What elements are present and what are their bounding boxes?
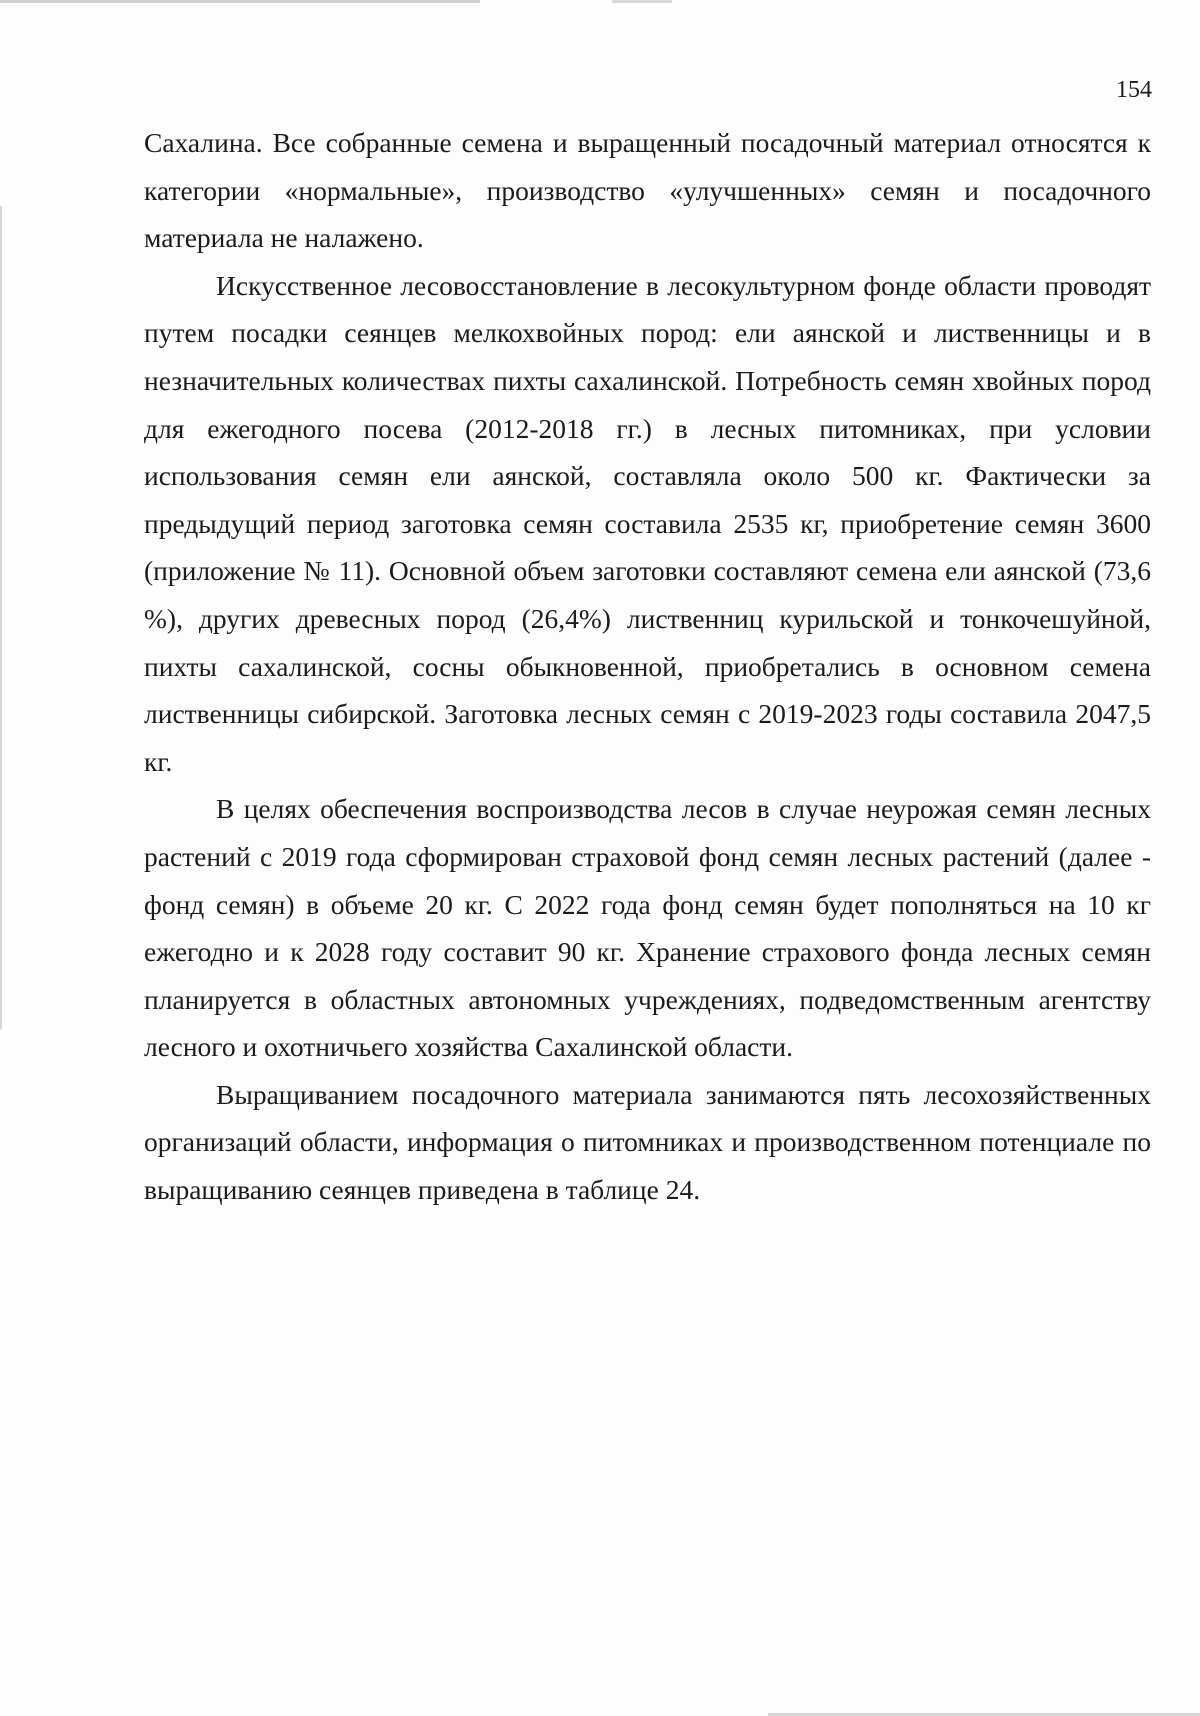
page-number: 154 xyxy=(1116,77,1152,103)
paragraph-continuation: Сахалина. Все собранные семена и выращенный посадочный материал относятся к категории «нормальные», производство «улучшенных» семян и посадочного материала не налажено. xyxy=(144,127,1151,254)
scan-edge-top xyxy=(0,0,1200,3)
paragraph-seed-fund: В целях обеспечения воспроизводства лесов в случае неурожая семян лесных растений с 2019 года сформирован страховой фонд семян лесных растений (далее - фонд семян) в объеме 20 кг. С 2022 года фонд семян будет пополняться на 10 кг ежегодно и к 2028 году составит 90 кг. Хранение страхового фонда лесных семян планируется в областных автономных учреждениях, подведомственным агентству лесного и охотничьего хозяйства Сахалинской области. xyxy=(144,793,1151,1063)
text-body xyxy=(144,119,1151,1214)
paragraph-nurseries: Выращиванием посадочного материала занимаются пять лесохозяйственных организаций области, информация о питомниках и производственном потенциале по выращиванию сеянцев приведена в таблице 24. xyxy=(144,1078,1151,1206)
scan-edge-left xyxy=(0,0,2,1716)
paragraph-reforestation: Искусственное лесовосстановление в лесокультурном фонде области проводят путем посадки сеянцев мелкохвойных пород: ели аянской и лиственницы и в незначительных количествах пихты сахалинской. Потребность семян хвойных пород для ежегодного посева (2012-2018 гг.) в лесных питомниках, при условии использования семян ели аянской, составляла около 500 кг. Фактически за предыдущий период заготовка семян составила 2535 кг, приобретение семян 3600 (приложение № 11). Основной объем заготовки составляют семена ели аянской (73,6 %), других древесных пород (26,4%) лиственниц курильской и тонкочешуйной, пихты сахалинской, сосны обыкновенной, приобретались в основном семена лиственницы сибирской. Заготовка лесных семян с 2019-2023 годы составила 2047,5 кг. xyxy=(144,269,1151,777)
